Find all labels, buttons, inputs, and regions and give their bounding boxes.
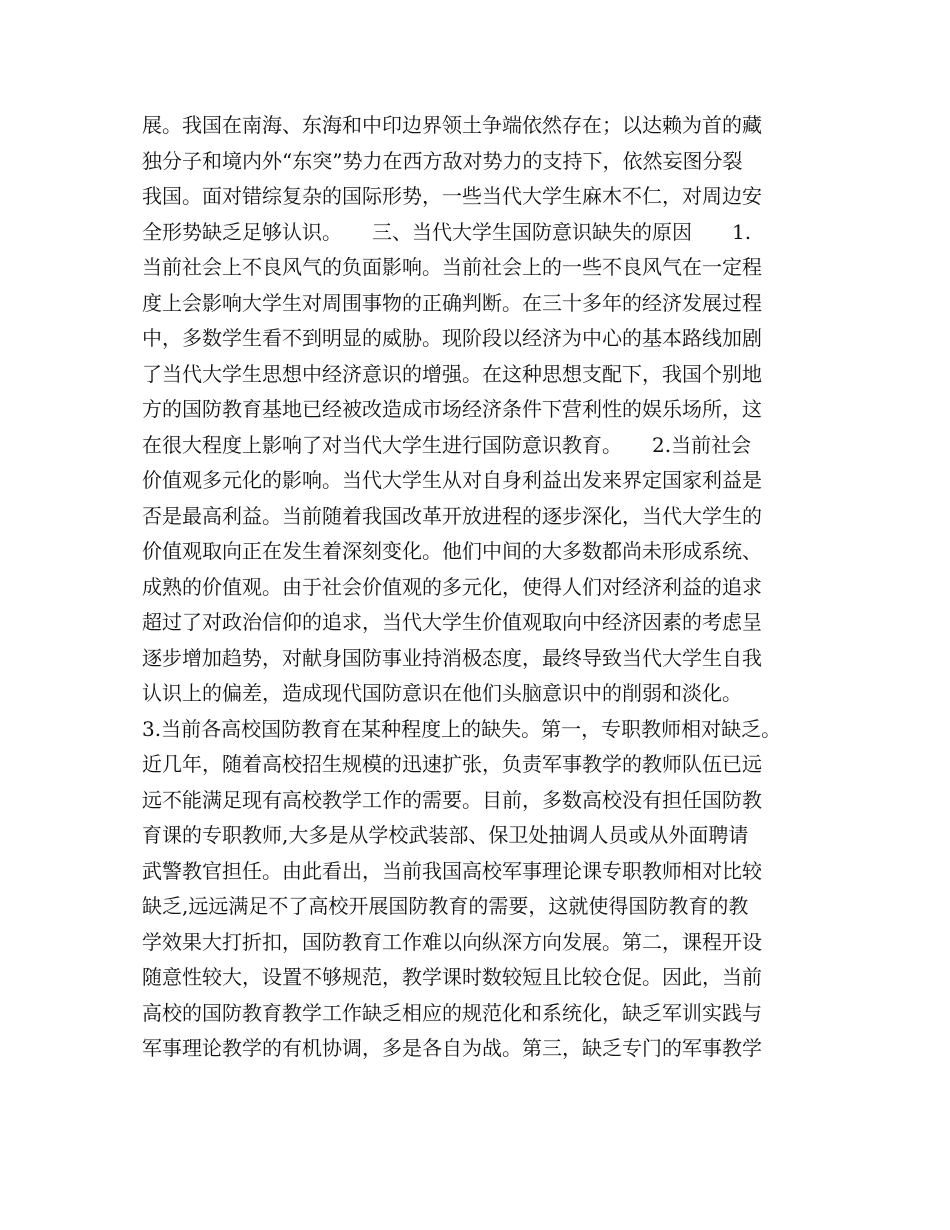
text-line: 逐步增加趋势，对献身国防事业持消极态度，最终导致当代大学生自我	[142, 645, 762, 670]
text-line: 远不能满足现有高校教学工作的需要。目前，多数高校没有担任国防教	[142, 787, 762, 812]
text-line: 3.当前各高校国防教育在某种程度上的缺失。第一，专职教师相对缺乏。	[142, 716, 782, 741]
text-line: 随意性较大，设置不够规范，教学课时数较短且比较仓促。因此，当前	[142, 965, 762, 989]
text-line: 在很大程度上影响了对当代大学生进行国防意识教育。 2.当前社会	[142, 432, 752, 457]
text-line: 方的国防教育基地已经被改造成市场经济条件下营利性的娱乐场所，这	[142, 397, 762, 421]
text-line: 武警教官担任。由此看出，当前我国高校军事理论课专职教师相对比较	[142, 858, 762, 883]
text-line: 了当代大学生思想中经济意识的增强。在这种思想支配下，我国个别地	[142, 361, 762, 386]
text-line: 近几年，随着高校招生规模的迅速扩张，负责军事教学的教师队伍已远	[142, 752, 762, 776]
text-line: 超过了对政治信仰的追求，当代大学生价值观取向中经济因素的考虑呈	[142, 610, 762, 634]
text-line: 中，多数学生看不到明显的威胁。现阶段以经济为中心的基本路线加剧	[142, 326, 762, 350]
text-line: 认识上的偏差，造成现代国防意识在他们头脑意识中的削弱和淡化。	[142, 681, 742, 705]
text-line: 度上会影响大学生对周围事物的正确判断。在三十多年的经济发展过程	[142, 290, 762, 315]
text-line: 价值观取向正在发生着深刻变化。他们中间的大多数都尚未形成系统、	[142, 539, 762, 563]
text-line: 缺乏,远远满足不了高校开展国防教育的需要，这就使得国防教育的教	[142, 894, 749, 918]
text-line: 独分子和境内外“东突”势力在西方敌对势力的支持下，依然妄图分裂	[142, 148, 743, 173]
text-line: 价值观多元化的影响。当代大学生从对自身利益出发来界定国家利益是	[142, 468, 762, 492]
text-line: 全形势缺乏足够认识。 三、当代大学生国防意识缺失的原因 1.	[142, 219, 752, 244]
text-line: 育课的专职教师,大多是从学校武装部、保卫处抽调人员或从外面聘请	[142, 823, 749, 847]
text-line: 展。我国在南海、东海和中印边界领土争端依然存在；以达赖为首的藏	[142, 113, 762, 137]
text-line: 我国。面对错综复杂的国际形势，一些当代大学生麻木不仁，对周边安	[142, 184, 762, 208]
text-line: 成熟的价值观。由于社会价值观的多元化，使得人们对经济利益的追求	[142, 574, 762, 599]
text-line: 否是最高利益。当前随着我国改革开放进程的逐步深化，当代大学生的	[142, 503, 762, 528]
body-text	[142, 108, 822, 1067]
text-line: 当前社会上不良风气的负面影响。当前社会上的一些不良风气在一定程	[142, 255, 762, 279]
text-line: 学效果大打折扣，国防教育工作难以向纵深方向发展。第二，课程开设	[142, 929, 762, 954]
text-line: 军事理论教学的有机协调，多是各自为战。第三，缺乏专门的军事教学	[142, 1036, 762, 1060]
text-line: 高校的国防教育教学工作缺乏相应的规范化和系统化，缺乏军训实践与	[142, 1000, 762, 1025]
